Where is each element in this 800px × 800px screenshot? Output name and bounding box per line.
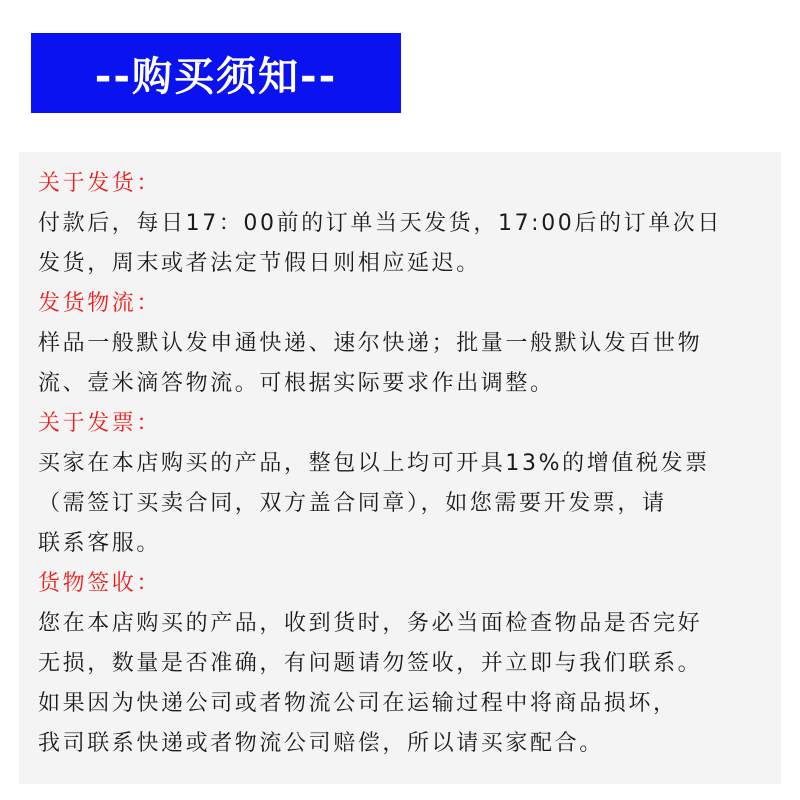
notice-panel [19, 152, 781, 784]
receipt-text-line: 您在本店购买的产品，收到货时，务必当面检查物品是否完好 [38, 611, 703, 636]
logistics-text-line: 样品一般默认发申通快递、速尔快递；批量一般默认发百世物 [38, 331, 703, 356]
section-heading-invoice: 关于发票： [38, 411, 162, 436]
section-heading-receipt: 货物签收： [38, 571, 162, 596]
shipping-text-line: 发货，周末或者法定节假日则相应延迟。 [38, 251, 481, 276]
shipping-text-line: 付款后，每日17：00前的订单当天发货，17:00后的订单次日 [38, 211, 722, 236]
section-heading-shipping: 关于发货： [38, 171, 162, 196]
invoice-text-line: 买家在本店购买的产品，整包以上均可开具13%的增值税发票 [38, 451, 710, 476]
receipt-text-line: 如果因为快递公司或者物流公司在运输过程中将商品损坏， [38, 691, 678, 716]
logistics-text-line: 流、壹米滴答物流。可根据实际要求作出调整。 [38, 371, 555, 396]
receipt-text-line: 我司联系快递或者物流公司赔偿，所以请买家配合。 [38, 731, 604, 756]
invoice-text-line: 联系客服。 [38, 531, 162, 556]
banner-title: --购买须知-- [94, 53, 338, 100]
section-heading-logistics: 发货物流： [38, 291, 162, 316]
invoice-text-line: （需签订买卖合同，双方盖合同章），如您需要开发票，请 [38, 491, 667, 516]
title-banner [31, 33, 401, 113]
receipt-text-line: 无损，数量是否准确，有问题请勿签收，并立即与我们联系。 [38, 651, 703, 676]
